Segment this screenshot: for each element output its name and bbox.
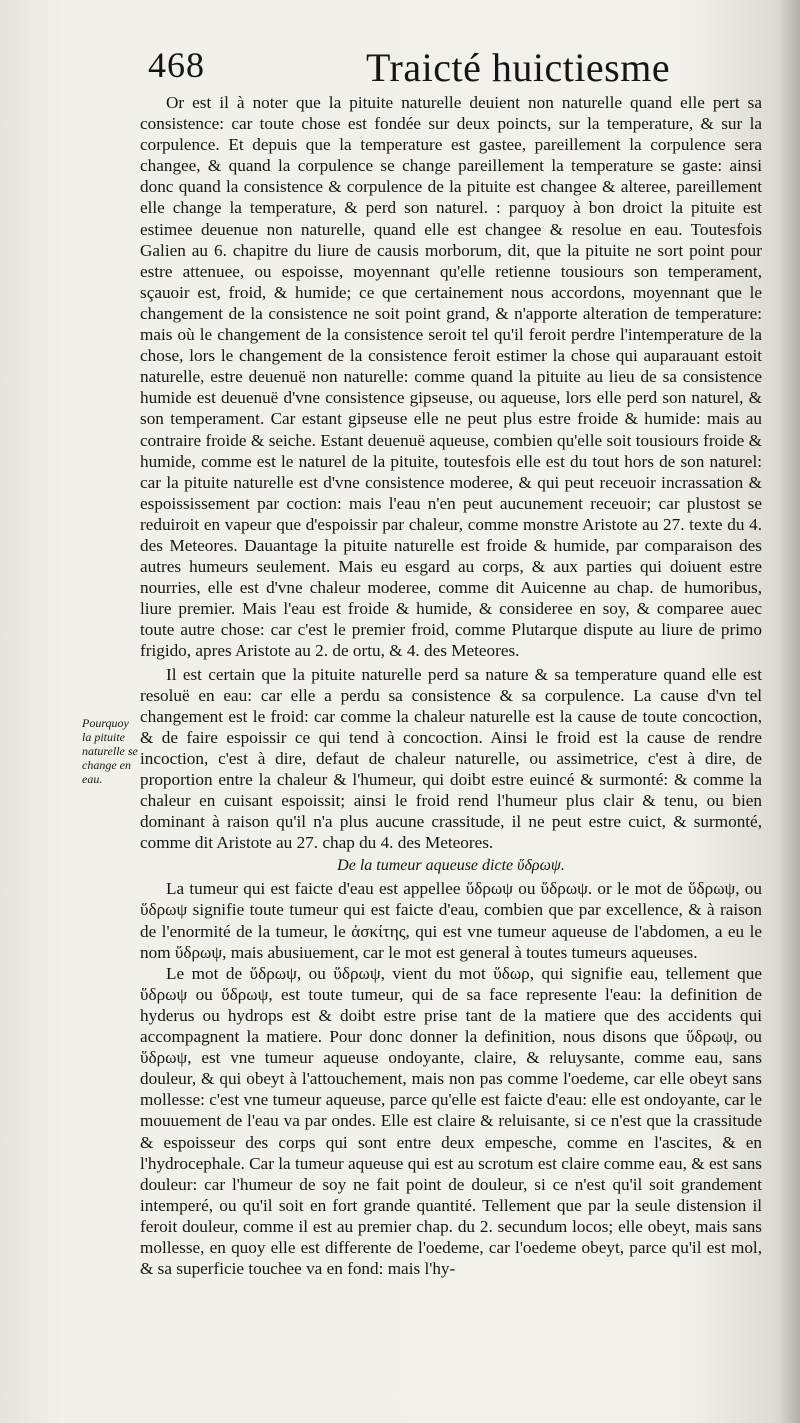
margin-note-line: naturelle se — [82, 744, 138, 758]
section-heading: De la tumeur aqueuse dicte ὕδρωψ. — [337, 857, 565, 875]
paragraph: Le mot de ὕδρωψ, ou ὕδρωψ, vient du mot ὕδωρ, qui signifie eau, tellement que ὕδρωψ ou ὕδρωψ, est toute tumeur, qui de sa face represente l'eau: la definition de hyderus ou hydrops est & doibt estre prise tant de la matiere que des accidents qui accompagnent la matiere. Pour donc donner la definition, nous disons que ὕδρωψ, ou ὕδρωψ, est vne tumeur aqueuse ondoyante, claire, & reluysante, comme eau, sans douleur, & qui obeyt à l'attouchement, mais non pas comme l'oedeme, car elle obeyt sans mollesse: c'est vne tumeur aqueuse, parce qu'elle est faicte d'eau: elle est ondoyante, car le mouuement de l'eau va par ondes. Elle est claire & reluisante, si ce n'est que la crassitude & espoisseur des corps qui sont entre deux empesche, comme en l'ascites, & en l'hydrocephale. Car la tumeur aqueuse qui est au scrotum est claire comme eau, & est sans douleur: car l'humeur de soy ne fait point de douleur, si ce n'est qu'il soit grandement intemperé, ou qu'il soit en fort grande quantité. Tellement que par la seule distension il feroit douleur, comme il est au premier chap. du 2. secundum locos; elle obeyt, mais sans mollesse, en quoy elle est differente de l'oedeme, car l'oedeme obeyt, parce qu'il est mol, & sa superficie touchee va en fond: mais l'hy- — [140, 963, 762, 1279]
page-number: 468 — [148, 45, 205, 85]
margin-note-line: eau. — [82, 772, 103, 786]
margin-note — [82, 716, 140, 786]
running-title: Traicté huictiesme — [366, 45, 671, 90]
paragraph: Or est il à noter que la pituite naturelle deuient non naturelle quand elle pert sa consistence: car toute chose est fondée sur deux poincts, sur la temperature, & sur la corpulence. Et depuis que la temperature est gastee, pareillement la corpulence sera changee, & quand la corpulence se change pareillement la temperature se gaste: ainsi donc quand la consistence & corpulence de la pituite est changee & alteree, pareillement elle change la temperature, & perd son naturel. : parquoy à bon droict la pituite est estimee deuenue non naturelle, quand elle est changee & resolue en eau. Toutesfois Galien au 6. chapitre du liure de causis morborum, dit, que la pituite ne sort point pour estre attenuee, ou espoisse, moyennant qu'elle retienne tousiours son temperament, sçauoir est, froid, & humide; ce que certainement nous accordons, moyennant que le changement de la consistence ne soit point grand, & n'apporte alteration de temperature: mais où le changement de la consistence seroit tel qu'il feroit perdre l'intemperature de la chose, lors le changement de la consistence feroit estimer la chose qui auparauant estoit naturelle, estre deuenuë non naturelle: comme quand la pituite au lieu de sa consistence humide est deuenuë d'vne consistence gipseuse, ou aqueuse, lors elle perd son naturel, & son temperament. Car estant gipseuse elle ne peut plus estre froide & humide: mais au contraire froide & seiche. Estant deuenuë aqueuse, combien qu'elle soit tousiours froide & humide, comme est le naturel de la pituite, toutesfois elle est du tout hors de son naturel: car la pituite naturelle est d'vne consistence moderee, & qui peut receuoir incrassation & espoississement par coction: mais l'eau n'en peut aucunement receuoir; car plustost se reduiroit en vapeur que d'espoissir par chaleur, comme monstre Aristote au 27. texte du 4. des Meteores. Dauantage la pituite naturelle est froide & humide, par comparaison des autres humeurs seulement. Mais eu esgard au corps, & aux parties qui doiuent estre nourries, elle est d'vne chaleur moderee, comme dit Auicenne au chap. de humoribus, liure premier. Mais l'eau est froide & humide, & consideree en soy, & comparee auec toute autre chose: car c'est le premier froid, comme Plutarque dispute au liure de primo frigido, apres Aristote au 2. de ortu, & 4. des Meteores. — [140, 93, 762, 661]
body-text — [140, 92, 762, 1279]
margin-note-line: change en — [82, 758, 131, 772]
page-gutter-shadow — [778, 0, 800, 1423]
margin-note-line: Pourquoy — [82, 716, 129, 730]
paragraph: Il est certain que la pituite naturelle perd sa nature & sa temperature quand elle est resoluë en eau: car elle a perdu sa consistence & sa corpulence. La cause d'vn tel changement est le froid: car comme la chaleur naturelle est la cause de toute concoction, & de faire espoissir ce qui tend à concoction. Ainsi le froid est la cause de rendre incoction, c'est à dire, defaut de chaleur naturelle, ou assimetrice, c'est à dire, de proportion entre la chaleur & l'humeur, qui doibt estre euincé & surmonté: & comme la chaleur en cuisant espoissit; ainsi le froid rend l'humeur plus clair & tenu, ou bien dominant à raison qu'il n'a plus aucune crassitude, il ne peut estre cuict, & surmonté, comme dit Aristote au 27. chap du 4. des Meteores. — [140, 664, 762, 853]
page-header — [148, 44, 758, 92]
paragraph: La tumeur qui est faicte d'eau est appellee ὕδρωψ ou ὕδρωψ. or le mot de ὕδρωψ, ou ὕδρωψ signifie toute tumeur qui est faicte d'eau, combien que par excellence, & à raison de l'enormité de la tumeur, le ἀσκίτης, qui est vne tumeur aqueuse de l'abdomen, a eu le nom ὕδρωψ, mais abusiuement, car le mot est general à toutes tumeurs aqueuses. — [140, 879, 762, 962]
margin-note-line: la pituite — [82, 730, 125, 744]
